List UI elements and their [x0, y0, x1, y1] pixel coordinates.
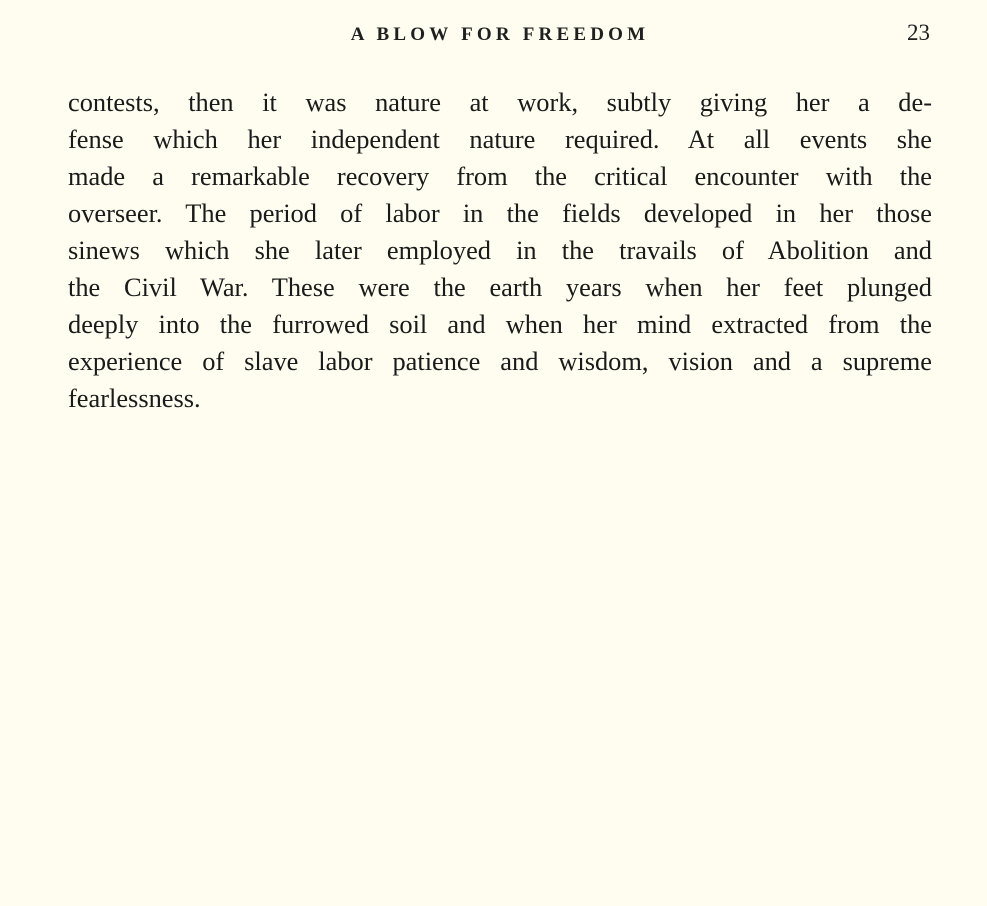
text-line: the Civil War. These were the earth years when her feet plunged — [68, 272, 932, 302]
running-head — [0, 20, 987, 54]
text-line: contests, then it was nature at work, subtly giving her a de- — [68, 87, 932, 117]
text-line: fense which her independent nature required. At all events she — [68, 124, 932, 154]
text-line: sinews which she later employed in the travails of Abolition and — [68, 235, 932, 265]
text-line: made a remarkable recovery from the critical encounter with the — [68, 161, 932, 191]
running-title: A BLOW FOR FREEDOM — [350, 24, 650, 45]
text-line: overseer. The period of labor in the fields developed in her those — [68, 198, 932, 228]
text-line: experience of slave labor patience and wisdom, vision and a supreme — [68, 346, 932, 376]
body-paragraph — [68, 84, 932, 417]
page-number: 23 — [907, 20, 930, 45]
text-line: fearlessness. — [68, 383, 201, 413]
text-line: deeply into the furrowed soil and when her mind extracted from the — [68, 309, 932, 339]
